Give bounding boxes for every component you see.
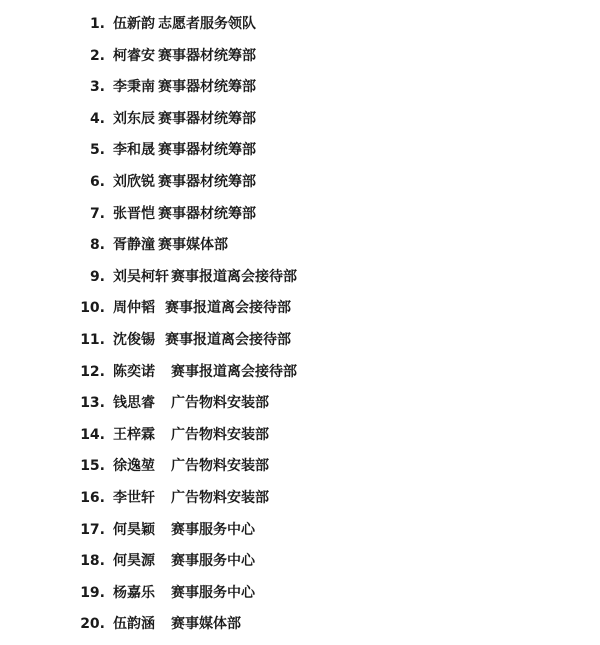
entry-name: 刘吴柯轩 [113, 268, 169, 285]
entry-name: 刘欣锐 [113, 173, 155, 190]
list-item [0, 546, 600, 578]
entry-name: 胥静潼 [113, 237, 155, 254]
entry-department: 赛事媒体部 [171, 616, 241, 633]
list-item [0, 483, 600, 515]
entry-name: 李世轩 [113, 489, 155, 506]
list-item [0, 420, 600, 452]
list-item [0, 262, 600, 294]
list-item [0, 199, 600, 231]
list-item [0, 451, 600, 483]
list-item [0, 41, 600, 73]
list-item [0, 515, 600, 547]
list-item [0, 609, 600, 641]
list-item [0, 72, 600, 104]
entry-name: 何昊颖 [113, 521, 155, 538]
entry-name: 柯睿安 [113, 47, 155, 64]
entry-department: 赛事媒体部 [158, 237, 228, 254]
list-item [0, 357, 600, 389]
entry-number: 8. [89, 237, 105, 254]
list-item [0, 9, 600, 41]
entry-department: 广告物料安装部 [171, 458, 269, 475]
entry-number: 18. [80, 553, 105, 570]
entry-department: 赛事服务中心 [171, 553, 255, 570]
entry-number: 12. [80, 363, 105, 380]
entry-number: 13. [80, 395, 105, 412]
list-item [0, 293, 600, 325]
entry-department: 赛事器材统筹部 [158, 47, 256, 64]
entry-department: 赛事报道离会接待部 [165, 331, 291, 348]
entry-number: 14. [80, 426, 105, 443]
entry-department: 赛事报道离会接待部 [171, 268, 297, 285]
entry-department: 广告物料安装部 [171, 426, 269, 443]
list-item [0, 230, 600, 262]
entry-number: 11. [80, 331, 105, 348]
entry-number: 2. [89, 47, 105, 64]
entry-number: 20. [80, 616, 105, 633]
entry-number: 15. [80, 458, 105, 475]
entry-name: 张晋恺 [113, 205, 155, 222]
entry-department: 赛事报道离会接待部 [165, 300, 291, 317]
entry-department: 赛事服务中心 [171, 584, 255, 601]
entry-number: 7. [89, 205, 105, 222]
entry-department: 赛事服务中心 [171, 521, 255, 538]
entry-name: 钱思睿 [113, 395, 155, 412]
entry-department: 赛事器材统筹部 [158, 205, 256, 222]
entry-department: 赛事器材统筹部 [158, 110, 256, 127]
entry-number: 17. [80, 521, 105, 538]
list-item [0, 104, 600, 136]
entry-department: 赛事器材统筹部 [158, 142, 256, 159]
volunteer-list [0, 9, 600, 641]
entry-name: 伍韵涵 [113, 616, 155, 633]
entry-name: 李秉南 [113, 79, 155, 96]
entry-department: 赛事报道离会接待部 [171, 363, 297, 380]
entry-name: 何昊源 [113, 553, 155, 570]
entry-name: 杨嘉乐 [113, 584, 155, 601]
list-item [0, 325, 600, 357]
entry-name: 沈俊锡 [113, 331, 155, 348]
entry-name: 徐逸堃 [113, 458, 155, 475]
entry-number: 6. [89, 173, 105, 190]
entry-name: 陈奕诺 [113, 363, 155, 380]
entry-name: 伍新韵 [113, 16, 155, 32]
entry-number: 10. [80, 300, 105, 317]
list-item [0, 578, 600, 610]
entry-number: 5. [89, 142, 105, 159]
entry-department: 广告物料安装部 [171, 489, 269, 506]
entry-number: 4. [89, 110, 105, 127]
entry-name: 刘东辰 [113, 110, 155, 127]
entry-number: 9. [89, 268, 105, 285]
entry-number: 1. [89, 16, 105, 32]
entry-name: 李和晟 [113, 142, 155, 159]
entry-number: 3. [89, 79, 105, 96]
entry-number: 16. [80, 489, 105, 506]
entry-name: 王梓霖 [113, 426, 155, 443]
entry-department: 赛事器材统筹部 [158, 173, 256, 190]
entry-number: 19. [80, 584, 105, 601]
entry-department: 志愿者服务领队 [158, 16, 256, 32]
entry-department: 广告物料安装部 [171, 395, 269, 412]
list-item [0, 167, 600, 199]
list-item [0, 388, 600, 420]
entry-department: 赛事器材统筹部 [158, 79, 256, 96]
list-item [0, 135, 600, 167]
entry-name: 周仲韬 [113, 300, 155, 317]
